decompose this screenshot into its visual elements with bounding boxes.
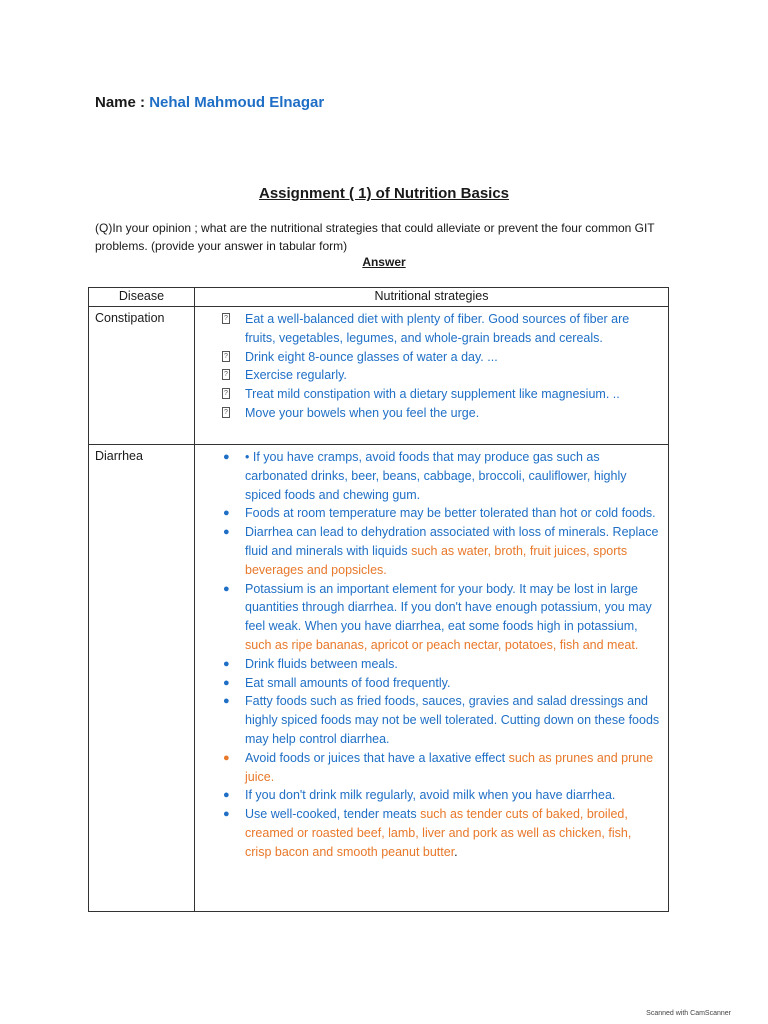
name-label: Name : [95, 94, 150, 111]
missing-glyph-icon: ? [222, 369, 230, 380]
disease-constipation: Constipation [95, 311, 165, 325]
bullet-icon: ● [223, 789, 230, 802]
diarrhea-strategies [195, 445, 668, 862]
missing-glyph-icon: ? [222, 351, 230, 362]
bullet-icon: ● [223, 695, 230, 708]
list-item: ? Move your bowels when you feel the urge. [195, 404, 660, 423]
missing-glyph-icon: ? [222, 407, 230, 418]
list-item: ● Foods at room temperature may be better tolerated than hot or cold foods. [195, 504, 660, 523]
table-row [89, 445, 669, 912]
question-text [95, 219, 680, 255]
disease-diarrhea: Diarrhea [95, 449, 143, 463]
student-name-line [95, 94, 324, 111]
bullet-icon: ● [223, 751, 230, 764]
list-item: ? Eat a well-balanced diet with plenty of fiber. Good sources of fiber are fruits, vegetables, legumes, and whole-grain breads and cereals. [195, 310, 660, 348]
list-item: ? Drink eight 8-ounce glasses of water a day. ... [195, 348, 660, 367]
bullet-icon: ● [223, 526, 230, 539]
list-item: ● If you don't drink milk regularly, avoid milk when you have diarrhea. [195, 786, 660, 805]
list-item: ? Exercise regularly. [195, 366, 660, 385]
list-item: ● Diarrhea can lead to dehydration associated with loss of minerals. Replace fluid and minerals with liquids such as water, broth, fruit juices, sports beverages and popsicles. [223, 525, 659, 577]
missing-glyph-icon: ? [222, 388, 230, 399]
table-row [89, 307, 669, 445]
bullet-icon: ● [223, 451, 230, 463]
strategies-table [88, 287, 669, 912]
header-disease: Disease [89, 288, 195, 307]
question-prefix: (Q) [95, 221, 113, 235]
list-item: ● Drink fluids between meals. [195, 655, 660, 674]
constipation-strategies [195, 307, 668, 423]
name-value: Nehal Mahmoud Elnagar [149, 94, 325, 111]
assignment-title: Assignment ( 1) of Nutrition Basics [258, 185, 510, 202]
bullet-icon: ● [223, 808, 230, 821]
scanner-footer: Scanned with CamScanner [646, 1010, 731, 1017]
list-item: ● Avoid foods or juices that have a laxative effect such as prunes and prune juice. [223, 750, 654, 784]
missing-glyph-icon: ? [222, 313, 230, 324]
bullet-icon: ● [223, 507, 230, 520]
list-item: ● • If you have cramps, avoid foods that may produce gas such as carbonated drinks, beer, beans, cabbage, broccoli, cauliflower, highly spiced foods and chewing gum. [223, 450, 627, 502]
header-strategies: Nutritional strategies [195, 288, 669, 307]
bullet-icon: ● [223, 582, 230, 595]
list-item: ● Eat small amounts of food frequently. [195, 674, 660, 693]
list-item: ? Treat mild constipation with a dietary supplement like magnesium. .. [195, 385, 660, 404]
bullet-icon: ● [223, 657, 230, 670]
question-body: In your opinion ; what are the nutritional strategies that could alleviate or prevent the four common GIT problems. (provide your answer in tabular form) [95, 221, 655, 253]
list-item: ● Potassium is an important element for your body. It may be lost in large quantities through diarrhea. If you don't have enough potassium, you may feel weak. When you have diarrhea, eat some foods high in potassium, such as ripe bananas, apricot or peach nectar, potatoes, fish and meat. [223, 581, 652, 652]
table-header-row [89, 288, 669, 307]
bullet-icon: ● [223, 676, 230, 689]
list-item: ● Fatty foods such as fried foods, sauces, gravies and salad dressings and highly spiced foods may not be well tolerated. Cutting down on these foods may help control diarrhea. [223, 694, 660, 746]
answer-heading: Answer [362, 255, 406, 269]
list-item: ● Use well-cooked, tender meats such as tender cuts of baked, broiled, creamed or roasted beef, lamb, liver and pork as well as chicken, fish, crisp bacon and smooth peanut butter. [223, 807, 632, 859]
